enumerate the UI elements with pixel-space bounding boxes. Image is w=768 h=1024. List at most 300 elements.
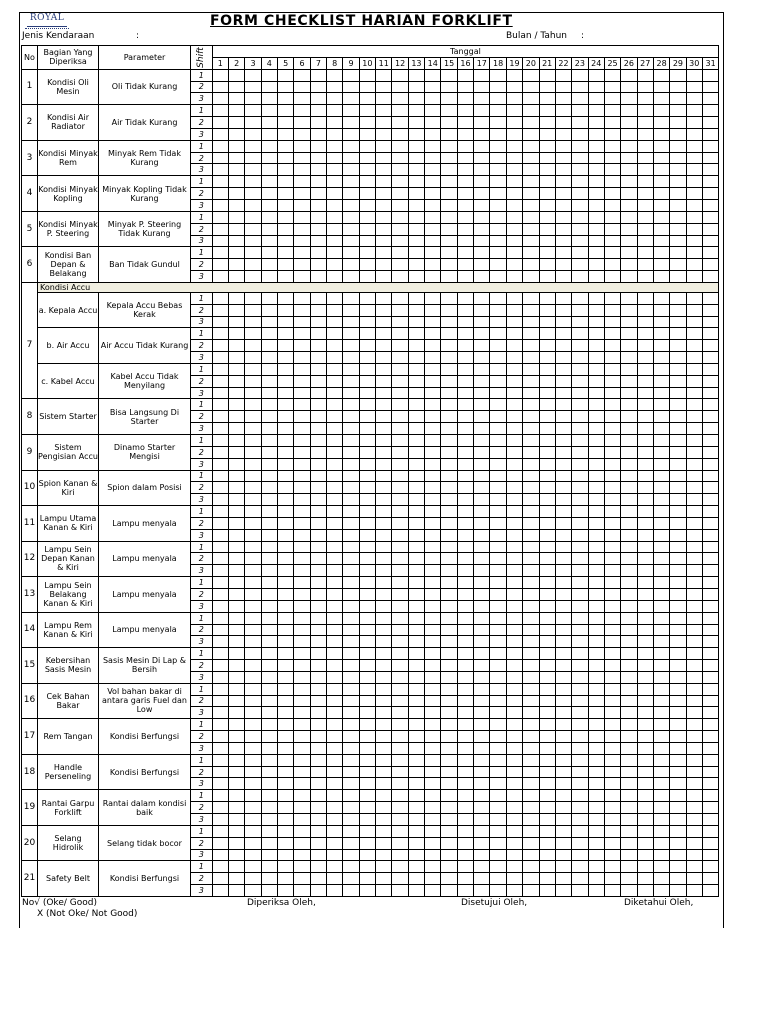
check-cell[interactable] xyxy=(490,825,506,837)
check-cell[interactable] xyxy=(604,707,620,719)
check-cell[interactable] xyxy=(425,553,441,565)
check-cell[interactable] xyxy=(343,470,359,482)
check-cell[interactable] xyxy=(343,529,359,541)
check-cell[interactable] xyxy=(539,565,555,577)
check-cell[interactable] xyxy=(523,624,539,636)
check-cell[interactable] xyxy=(670,624,686,636)
check-cell[interactable] xyxy=(425,458,441,470)
check-cell[interactable] xyxy=(359,861,375,873)
check-cell[interactable] xyxy=(555,304,571,316)
check-cell[interactable] xyxy=(670,352,686,364)
check-cell[interactable] xyxy=(327,399,343,411)
check-cell[interactable] xyxy=(425,223,441,235)
check-cell[interactable] xyxy=(686,375,702,387)
check-cell[interactable] xyxy=(376,529,392,541)
check-cell[interactable] xyxy=(212,837,228,849)
check-cell[interactable] xyxy=(474,435,490,447)
check-cell[interactable] xyxy=(572,802,588,814)
check-cell[interactable] xyxy=(637,328,653,340)
check-cell[interactable] xyxy=(441,529,457,541)
check-cell[interactable] xyxy=(490,140,506,152)
check-cell[interactable] xyxy=(621,802,637,814)
check-cell[interactable] xyxy=(539,695,555,707)
check-cell[interactable] xyxy=(686,553,702,565)
check-cell[interactable] xyxy=(343,435,359,447)
check-cell[interactable] xyxy=(310,352,326,364)
check-cell[interactable] xyxy=(376,885,392,897)
check-cell[interactable] xyxy=(228,588,244,600)
check-cell[interactable] xyxy=(621,446,637,458)
check-cell[interactable] xyxy=(278,648,294,660)
check-cell[interactable] xyxy=(408,553,424,565)
check-cell[interactable] xyxy=(212,188,228,200)
check-cell[interactable] xyxy=(686,494,702,506)
check-cell[interactable] xyxy=(408,387,424,399)
check-cell[interactable] xyxy=(228,707,244,719)
check-cell[interactable] xyxy=(702,164,718,176)
check-cell[interactable] xyxy=(670,588,686,600)
check-cell[interactable] xyxy=(425,423,441,435)
check-cell[interactable] xyxy=(310,885,326,897)
check-cell[interactable] xyxy=(670,825,686,837)
check-cell[interactable] xyxy=(490,81,506,93)
check-cell[interactable] xyxy=(441,140,457,152)
check-cell[interactable] xyxy=(474,671,490,683)
check-cell[interactable] xyxy=(441,271,457,283)
check-cell[interactable] xyxy=(474,719,490,731)
check-cell[interactable] xyxy=(588,754,604,766)
check-cell[interactable] xyxy=(245,352,261,364)
check-cell[interactable] xyxy=(474,802,490,814)
check-cell[interactable] xyxy=(441,683,457,695)
check-cell[interactable] xyxy=(228,553,244,565)
check-cell[interactable] xyxy=(294,458,310,470)
check-cell[interactable] xyxy=(523,304,539,316)
check-cell[interactable] xyxy=(572,399,588,411)
check-cell[interactable] xyxy=(441,707,457,719)
check-cell[interactable] xyxy=(441,553,457,565)
check-cell[interactable] xyxy=(212,719,228,731)
check-cell[interactable] xyxy=(457,683,473,695)
check-cell[interactable] xyxy=(294,577,310,589)
check-cell[interactable] xyxy=(261,235,277,247)
check-cell[interactable] xyxy=(539,340,555,352)
check-cell[interactable] xyxy=(686,176,702,188)
check-cell[interactable] xyxy=(670,837,686,849)
check-cell[interactable] xyxy=(702,861,718,873)
check-cell[interactable] xyxy=(686,790,702,802)
check-cell[interactable] xyxy=(392,814,408,826)
check-cell[interactable] xyxy=(621,235,637,247)
check-cell[interactable] xyxy=(245,885,261,897)
check-cell[interactable] xyxy=(490,837,506,849)
check-cell[interactable] xyxy=(686,411,702,423)
check-cell[interactable] xyxy=(490,494,506,506)
check-cell[interactable] xyxy=(310,825,326,837)
check-cell[interactable] xyxy=(588,565,604,577)
check-cell[interactable] xyxy=(278,117,294,129)
check-cell[interactable] xyxy=(539,719,555,731)
check-cell[interactable] xyxy=(327,81,343,93)
check-cell[interactable] xyxy=(408,140,424,152)
check-cell[interactable] xyxy=(376,648,392,660)
check-cell[interactable] xyxy=(228,600,244,612)
check-cell[interactable] xyxy=(261,837,277,849)
check-cell[interactable] xyxy=(228,363,244,375)
check-cell[interactable] xyxy=(294,648,310,660)
check-cell[interactable] xyxy=(441,235,457,247)
check-cell[interactable] xyxy=(702,235,718,247)
check-cell[interactable] xyxy=(702,553,718,565)
check-cell[interactable] xyxy=(539,140,555,152)
check-cell[interactable] xyxy=(653,176,669,188)
check-cell[interactable] xyxy=(490,577,506,589)
check-cell[interactable] xyxy=(343,93,359,105)
check-cell[interactable] xyxy=(212,387,228,399)
check-cell[interactable] xyxy=(457,814,473,826)
check-cell[interactable] xyxy=(555,825,571,837)
check-cell[interactable] xyxy=(343,553,359,565)
check-cell[interactable] xyxy=(228,81,244,93)
check-cell[interactable] xyxy=(359,93,375,105)
check-cell[interactable] xyxy=(702,223,718,235)
check-cell[interactable] xyxy=(702,577,718,589)
check-cell[interactable] xyxy=(702,435,718,447)
check-cell[interactable] xyxy=(637,873,653,885)
check-cell[interactable] xyxy=(212,164,228,176)
check-cell[interactable] xyxy=(359,199,375,211)
check-cell[interactable] xyxy=(457,375,473,387)
check-cell[interactable] xyxy=(425,778,441,790)
check-cell[interactable] xyxy=(425,517,441,529)
check-cell[interactable] xyxy=(343,802,359,814)
check-cell[interactable] xyxy=(441,399,457,411)
check-cell[interactable] xyxy=(408,837,424,849)
check-cell[interactable] xyxy=(408,482,424,494)
check-cell[interactable] xyxy=(425,128,441,140)
check-cell[interactable] xyxy=(474,117,490,129)
check-cell[interactable] xyxy=(245,506,261,518)
check-cell[interactable] xyxy=(228,375,244,387)
check-cell[interactable] xyxy=(474,885,490,897)
check-cell[interactable] xyxy=(539,648,555,660)
check-cell[interactable] xyxy=(686,128,702,140)
check-cell[interactable] xyxy=(637,399,653,411)
check-cell[interactable] xyxy=(686,387,702,399)
check-cell[interactable] xyxy=(278,731,294,743)
check-cell[interactable] xyxy=(670,458,686,470)
check-cell[interactable] xyxy=(637,387,653,399)
check-cell[interactable] xyxy=(572,660,588,672)
check-cell[interactable] xyxy=(294,328,310,340)
check-cell[interactable] xyxy=(343,223,359,235)
check-cell[interactable] xyxy=(441,292,457,304)
check-cell[interactable] xyxy=(588,387,604,399)
check-cell[interactable] xyxy=(425,541,441,553)
check-cell[interactable] xyxy=(359,259,375,271)
check-cell[interactable] xyxy=(408,612,424,624)
check-cell[interactable] xyxy=(359,790,375,802)
check-cell[interactable] xyxy=(261,600,277,612)
check-cell[interactable] xyxy=(490,435,506,447)
check-cell[interactable] xyxy=(376,399,392,411)
check-cell[interactable] xyxy=(572,81,588,93)
check-cell[interactable] xyxy=(637,849,653,861)
check-cell[interactable] xyxy=(408,199,424,211)
check-cell[interactable] xyxy=(686,565,702,577)
check-cell[interactable] xyxy=(702,849,718,861)
check-cell[interactable] xyxy=(637,304,653,316)
check-cell[interactable] xyxy=(506,707,522,719)
check-cell[interactable] xyxy=(228,506,244,518)
check-cell[interactable] xyxy=(278,885,294,897)
check-cell[interactable] xyxy=(212,778,228,790)
check-cell[interactable] xyxy=(670,81,686,93)
check-cell[interactable] xyxy=(228,152,244,164)
check-cell[interactable] xyxy=(653,600,669,612)
check-cell[interactable] xyxy=(539,671,555,683)
check-cell[interactable] xyxy=(376,292,392,304)
check-cell[interactable] xyxy=(310,541,326,553)
check-cell[interactable] xyxy=(294,93,310,105)
check-cell[interactable] xyxy=(555,814,571,826)
check-cell[interactable] xyxy=(686,152,702,164)
check-cell[interactable] xyxy=(702,446,718,458)
check-cell[interactable] xyxy=(376,541,392,553)
check-cell[interactable] xyxy=(376,742,392,754)
check-cell[interactable] xyxy=(441,446,457,458)
check-cell[interactable] xyxy=(376,117,392,129)
check-cell[interactable] xyxy=(425,600,441,612)
check-cell[interactable] xyxy=(441,435,457,447)
check-cell[interactable] xyxy=(572,707,588,719)
check-cell[interactable] xyxy=(572,517,588,529)
check-cell[interactable] xyxy=(604,316,620,328)
check-cell[interactable] xyxy=(294,387,310,399)
check-cell[interactable] xyxy=(637,235,653,247)
check-cell[interactable] xyxy=(702,363,718,375)
check-cell[interactable] xyxy=(670,482,686,494)
check-cell[interactable] xyxy=(294,316,310,328)
check-cell[interactable] xyxy=(457,446,473,458)
check-cell[interactable] xyxy=(425,766,441,778)
check-cell[interactable] xyxy=(245,140,261,152)
check-cell[interactable] xyxy=(212,411,228,423)
check-cell[interactable] xyxy=(457,494,473,506)
check-cell[interactable] xyxy=(310,340,326,352)
check-cell[interactable] xyxy=(359,211,375,223)
check-cell[interactable] xyxy=(506,188,522,200)
check-cell[interactable] xyxy=(637,69,653,81)
check-cell[interactable] xyxy=(310,660,326,672)
check-cell[interactable] xyxy=(343,612,359,624)
check-cell[interactable] xyxy=(441,176,457,188)
check-cell[interactable] xyxy=(670,259,686,271)
check-cell[interactable] xyxy=(555,69,571,81)
check-cell[interactable] xyxy=(359,328,375,340)
check-cell[interactable] xyxy=(588,814,604,826)
check-cell[interactable] xyxy=(278,259,294,271)
check-cell[interactable] xyxy=(457,648,473,660)
check-cell[interactable] xyxy=(539,731,555,743)
check-cell[interactable] xyxy=(457,719,473,731)
check-cell[interactable] xyxy=(506,458,522,470)
check-cell[interactable] xyxy=(212,482,228,494)
check-cell[interactable] xyxy=(212,588,228,600)
check-cell[interactable] xyxy=(425,506,441,518)
check-cell[interactable] xyxy=(310,754,326,766)
check-cell[interactable] xyxy=(539,211,555,223)
check-cell[interactable] xyxy=(327,636,343,648)
check-cell[interactable] xyxy=(653,387,669,399)
check-cell[interactable] xyxy=(441,790,457,802)
check-cell[interactable] xyxy=(425,885,441,897)
check-cell[interactable] xyxy=(441,93,457,105)
check-cell[interactable] xyxy=(653,328,669,340)
check-cell[interactable] xyxy=(588,695,604,707)
check-cell[interactable] xyxy=(490,695,506,707)
check-cell[interactable] xyxy=(490,885,506,897)
check-cell[interactable] xyxy=(457,176,473,188)
check-cell[interactable] xyxy=(604,81,620,93)
check-cell[interactable] xyxy=(408,766,424,778)
check-cell[interactable] xyxy=(343,352,359,364)
check-cell[interactable] xyxy=(572,612,588,624)
check-cell[interactable] xyxy=(310,140,326,152)
check-cell[interactable] xyxy=(376,435,392,447)
check-cell[interactable] xyxy=(343,363,359,375)
check-cell[interactable] xyxy=(637,494,653,506)
check-cell[interactable] xyxy=(506,152,522,164)
check-cell[interactable] xyxy=(343,482,359,494)
check-cell[interactable] xyxy=(621,683,637,695)
check-cell[interactable] xyxy=(686,363,702,375)
check-cell[interactable] xyxy=(506,719,522,731)
check-cell[interactable] xyxy=(572,140,588,152)
check-cell[interactable] xyxy=(228,683,244,695)
check-cell[interactable] xyxy=(327,105,343,117)
check-cell[interactable] xyxy=(261,340,277,352)
check-cell[interactable] xyxy=(457,328,473,340)
check-cell[interactable] xyxy=(327,340,343,352)
check-cell[interactable] xyxy=(604,600,620,612)
check-cell[interactable] xyxy=(327,140,343,152)
check-cell[interactable] xyxy=(702,506,718,518)
check-cell[interactable] xyxy=(523,470,539,482)
check-cell[interactable] xyxy=(604,271,620,283)
check-cell[interactable] xyxy=(653,778,669,790)
check-cell[interactable] xyxy=(212,577,228,589)
check-cell[interactable] xyxy=(425,577,441,589)
check-cell[interactable] xyxy=(523,140,539,152)
check-cell[interactable] xyxy=(212,671,228,683)
check-cell[interactable] xyxy=(425,176,441,188)
check-cell[interactable] xyxy=(637,152,653,164)
check-cell[interactable] xyxy=(621,778,637,790)
check-cell[interactable] xyxy=(278,482,294,494)
check-cell[interactable] xyxy=(621,600,637,612)
check-cell[interactable] xyxy=(278,223,294,235)
check-cell[interactable] xyxy=(670,790,686,802)
check-cell[interactable] xyxy=(653,671,669,683)
check-cell[interactable] xyxy=(686,271,702,283)
check-cell[interactable] xyxy=(392,411,408,423)
check-cell[interactable] xyxy=(539,707,555,719)
check-cell[interactable] xyxy=(588,140,604,152)
check-cell[interactable] xyxy=(637,778,653,790)
check-cell[interactable] xyxy=(572,529,588,541)
check-cell[interactable] xyxy=(702,211,718,223)
check-cell[interactable] xyxy=(457,707,473,719)
check-cell[interactable] xyxy=(343,624,359,636)
check-cell[interactable] xyxy=(228,69,244,81)
check-cell[interactable] xyxy=(441,188,457,200)
check-cell[interactable] xyxy=(392,482,408,494)
check-cell[interactable] xyxy=(490,707,506,719)
check-cell[interactable] xyxy=(604,671,620,683)
check-cell[interactable] xyxy=(212,742,228,754)
check-cell[interactable] xyxy=(392,363,408,375)
check-cell[interactable] xyxy=(245,223,261,235)
check-cell[interactable] xyxy=(327,873,343,885)
check-cell[interactable] xyxy=(343,304,359,316)
check-cell[interactable] xyxy=(327,671,343,683)
check-cell[interactable] xyxy=(621,588,637,600)
check-cell[interactable] xyxy=(670,340,686,352)
check-cell[interactable] xyxy=(490,117,506,129)
check-cell[interactable] xyxy=(474,387,490,399)
check-cell[interactable] xyxy=(555,259,571,271)
check-cell[interactable] xyxy=(604,754,620,766)
check-cell[interactable] xyxy=(653,648,669,660)
check-cell[interactable] xyxy=(343,825,359,837)
check-cell[interactable] xyxy=(506,128,522,140)
check-cell[interactable] xyxy=(572,152,588,164)
check-cell[interactable] xyxy=(294,81,310,93)
check-cell[interactable] xyxy=(441,259,457,271)
check-cell[interactable] xyxy=(588,494,604,506)
check-cell[interactable] xyxy=(408,885,424,897)
check-cell[interactable] xyxy=(555,695,571,707)
check-cell[interactable] xyxy=(408,719,424,731)
check-cell[interactable] xyxy=(506,648,522,660)
check-cell[interactable] xyxy=(392,612,408,624)
check-cell[interactable] xyxy=(506,482,522,494)
check-cell[interactable] xyxy=(425,105,441,117)
check-cell[interactable] xyxy=(359,588,375,600)
check-cell[interactable] xyxy=(376,612,392,624)
check-cell[interactable] xyxy=(376,837,392,849)
check-cell[interactable] xyxy=(621,494,637,506)
check-cell[interactable] xyxy=(686,340,702,352)
check-cell[interactable] xyxy=(392,340,408,352)
check-cell[interactable] xyxy=(294,885,310,897)
check-cell[interactable] xyxy=(637,352,653,364)
check-cell[interactable] xyxy=(523,719,539,731)
check-cell[interactable] xyxy=(425,235,441,247)
check-cell[interactable] xyxy=(310,565,326,577)
check-cell[interactable] xyxy=(637,247,653,259)
check-cell[interactable] xyxy=(441,69,457,81)
check-cell[interactable] xyxy=(539,636,555,648)
check-cell[interactable] xyxy=(670,140,686,152)
check-cell[interactable] xyxy=(359,316,375,328)
check-cell[interactable] xyxy=(523,81,539,93)
check-cell[interactable] xyxy=(506,671,522,683)
check-cell[interactable] xyxy=(327,731,343,743)
check-cell[interactable] xyxy=(327,304,343,316)
check-cell[interactable] xyxy=(474,271,490,283)
